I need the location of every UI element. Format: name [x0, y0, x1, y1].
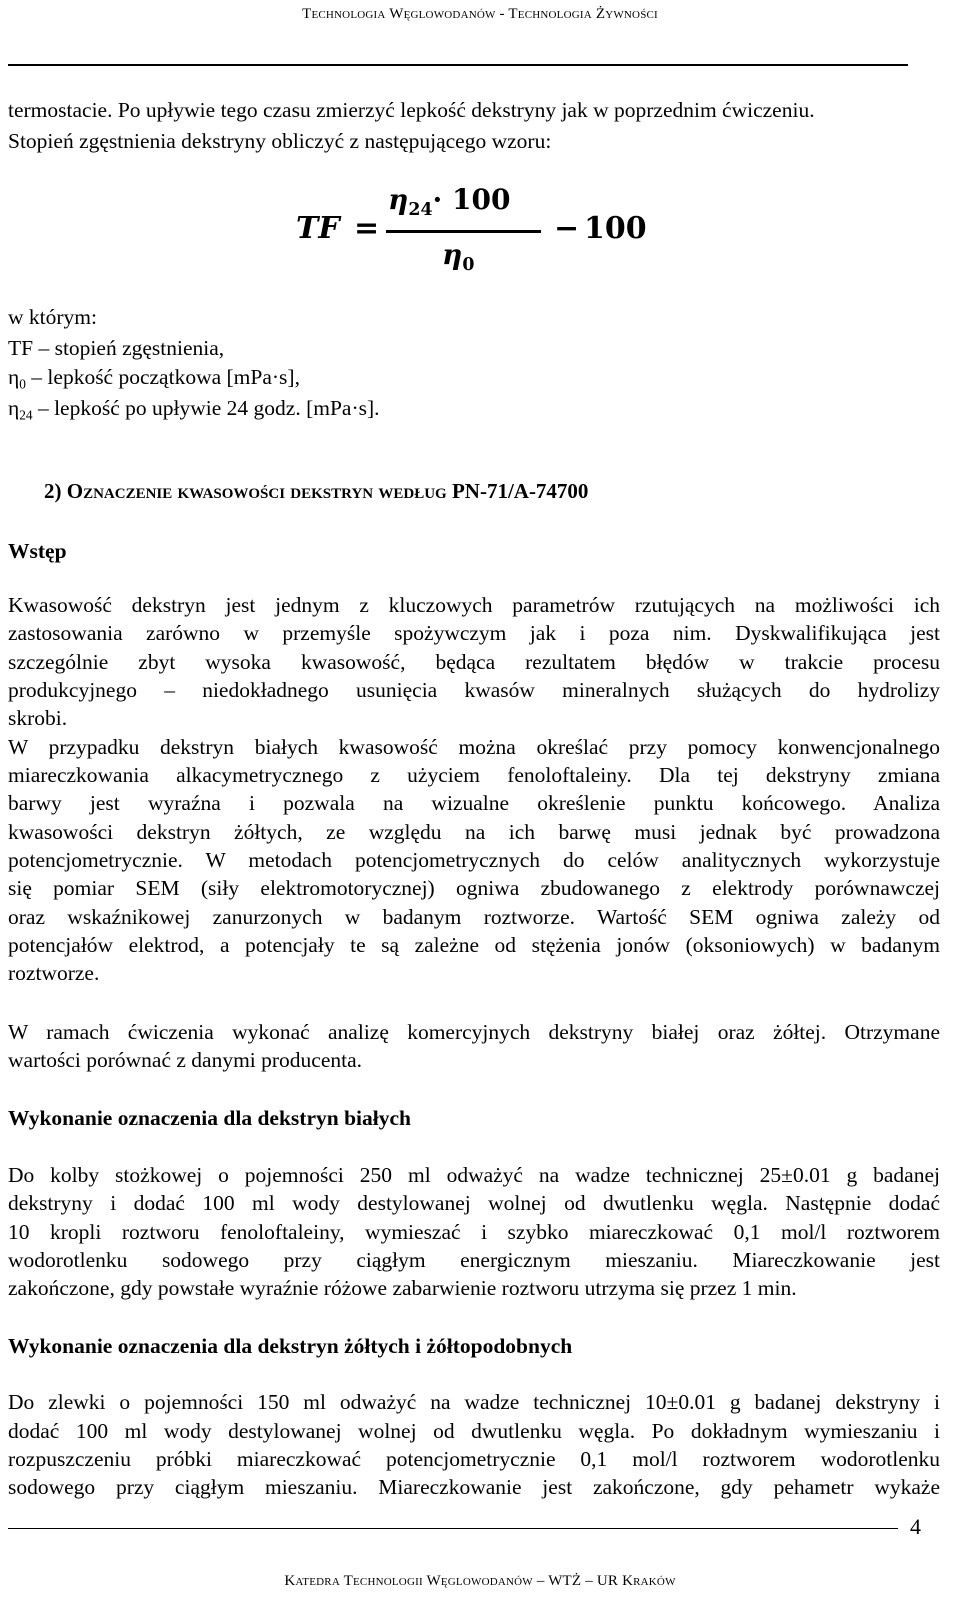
paragraph-line: zastosowania zarówno w przemyśle spożywczym jak i poza nim. Dyskwalifikująca jest — [8, 621, 940, 645]
paragraph-line: rozpuszczeniu próbki miareczkować potencjometrycznie 0,1 mol/l roztworem wodorotlenku — [8, 1447, 940, 1471]
legend-item: TF – stopień zgęstnienia, — [8, 336, 225, 360]
paragraph-line: się pomiar SEM (siły elektromotorycznej) ogniwa zbudowanego z elektrody porównawczej — [8, 876, 940, 900]
paragraph-line: W ramach ćwiczenia wykonać analizę komercyjnych dekstryny białej oraz żółtej. Otrzymane — [8, 1020, 940, 1044]
paragraph-line: potencjometrycznie. W metodach potencjometrycznych do celów analitycznych wykorzystuje — [8, 848, 940, 872]
page-header-title: Technologia Węglowodanów - Technologia Żywności — [302, 6, 658, 22]
paragraph-line: skrobi. — [8, 706, 68, 730]
paragraph-line: potencjałów elektrod, a potencjały te są zależne od stężenia jonów (oksoniowych) w badanym — [8, 933, 940, 957]
paragraph-line: wodorotlenku sodowego przy ciągłym energicznym mieszaniu. Miareczkowanie jest — [8, 1248, 940, 1272]
yellow-heading: Wykonanie oznaczenia dla dekstryn żółtych i żółtopodobnych — [8, 1334, 573, 1358]
formula-denominator: $\eta_0$ — [442, 238, 475, 276]
fraction-bar — [386, 230, 541, 233]
intro-line-1: termostacie. Po upływie tego czasu zmierzyć lepkość dekstryny jak w poprzednim ćwiczeniu. — [8, 98, 815, 122]
legend-intro: w którym: — [8, 305, 97, 329]
header-rule — [8, 64, 908, 66]
paragraph-line: W przypadku dekstryn białych kwasowość można określać przy pomocy konwencjonalnego — [8, 735, 940, 759]
legend-item: $\eta_{24}$ – lepkość po upływie 24 godz. [mPa·s]. — [8, 396, 380, 423]
paragraph-line: wartości porównać z danymi producenta. — [8, 1048, 363, 1072]
paragraph-line: dekstryny i dodać 100 ml wody destylowanej wolnej od dwutlenku węgla. Następnie dodać — [8, 1191, 940, 1215]
paragraph-line: zakończone, gdy powstałe wyraźnie różowe zabarwienie roztworu utrzyma się przez 1 min. — [8, 1276, 797, 1300]
footer-rule — [8, 1528, 898, 1529]
paragraph-line: oraz wskaźnikowej zanurzonych w badanym roztworze. Wartość SEM ogniwa zależy od — [8, 905, 940, 929]
paragraph-line: miareczkowania alkacymetrycznego z użyciem fenoloftaleiny. Dla tej dekstryny zmiana — [8, 763, 940, 787]
section-subheading: Wstęp — [8, 539, 67, 563]
paragraph-line: dodać 100 ml wody destylowanej wolnej od dwutlenku węgla. Po dokładnym wymieszaniu i — [8, 1419, 940, 1443]
paragraph-line: produkcyjnego – niedokładnego usunięcia kwasów mineralnych służących do hydrolizy — [8, 678, 940, 702]
paragraph-line: barwy jest wyraźna i pozwala na wizualne określenie punktu końcowego. Analiza — [8, 791, 940, 815]
formula-numerator: $\eta_{24}\cdot 100$ — [388, 183, 511, 221]
paragraph-line: kwasowości dekstryn żółtych, ze względu na ich barwę musi jednak być prowadzona — [8, 820, 940, 844]
legend-item: $\eta_0$ – lepkość początkowa [mPa·s], — [8, 365, 300, 392]
section-heading: 2) Oznaczenie kwasowości dekstryn według PN-71/A-74700 — [44, 479, 589, 503]
paragraph-line: 10 kropli roztworu fenoloftaleiny, wymieszać i szybko miareczkować 0,1 mol/l roztworem — [8, 1220, 940, 1244]
white-heading: Wykonanie oznaczenia dla dekstryn białych — [8, 1106, 411, 1130]
page-number: 4 — [910, 1514, 921, 1539]
formula — [296, 180, 656, 290]
formula-equals: = — [354, 211, 380, 246]
formula-minus: − — [554, 211, 580, 246]
paragraph-line: sodowego przy ciągłym mieszaniu. Miareczkowanie jest zakończone, gdy pehametr wykaże — [8, 1475, 940, 1499]
formula-constant: 100 — [584, 211, 647, 246]
paragraph-line: Do zlewki o pojemności 150 ml odważyć na wadze technicznej 10±0.01 g badanej dekstryny i — [8, 1390, 940, 1414]
paragraph-line: Do kolby stożkowej o pojemności 250 ml odważyć na wadze technicznej 25±0.01 g badanej — [8, 1163, 940, 1187]
paragraph-line: roztworze. — [8, 961, 100, 985]
intro-line-2: Stopień zgęstnienia dekstryny obliczyć z następującego wzoru: — [8, 129, 552, 153]
formula-lhs: TF — [296, 211, 340, 246]
footer-text: Katedra Technologii Węglowodanów – WTŻ – UR Kraków — [284, 1573, 676, 1589]
paragraph-line: Kwasowość dekstryn jest jednym z kluczowych parametrów rzutujących na możliwości ich — [8, 593, 940, 617]
paragraph-line: szczególnie zbyt wysoka kwasowość, będąca rezultatem błędów w trakcie procesu — [8, 650, 940, 674]
